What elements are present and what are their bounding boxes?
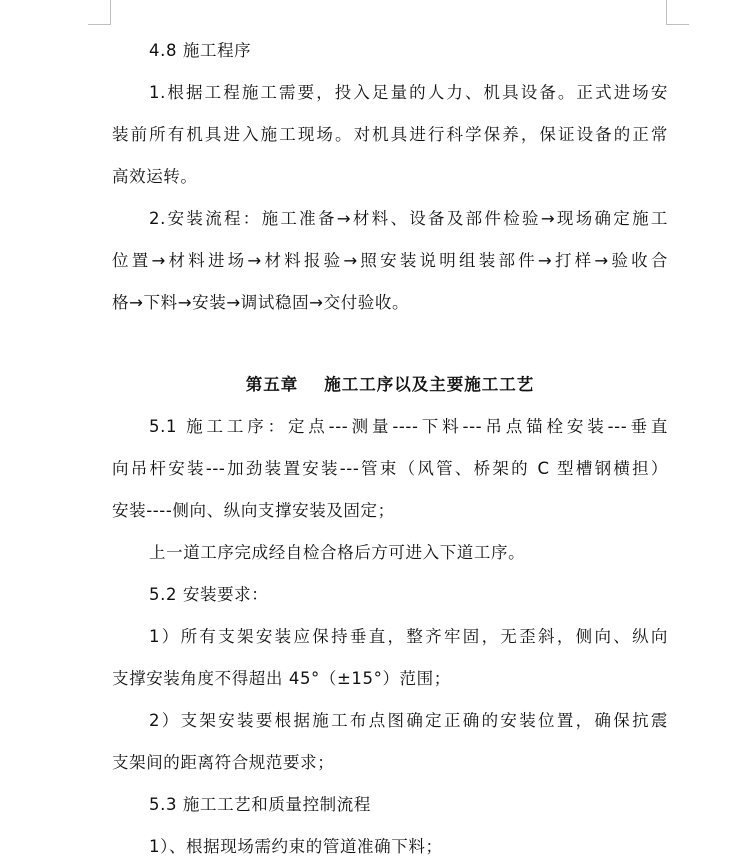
paragraph-line: 高效运转。	[112, 167, 198, 186]
paragraph-line: 5.1 施工工序：定点---测量----下料---吊点锚栓安装---垂直	[149, 417, 668, 436]
paragraph-line: 格→下料→安装→调试稳固→交付验收。	[112, 293, 410, 312]
paragraph-line: 2）支架安装要根据施工布点图确定正确的安装位置，确保抗震	[149, 711, 668, 730]
paragraph-gap	[112, 324, 668, 364]
paragraph-line: 上一道工序完成经自检合格后方可进入下道工序。	[149, 543, 526, 562]
paragraph-line: 支架间的距离符合规范要求；	[112, 753, 335, 772]
paragraph-line: 安装----侧向、纵向支撑安装及固定；	[112, 501, 395, 520]
crop-mark-top-left	[88, 0, 111, 25]
chapter-number: 第五章	[245, 375, 299, 394]
paragraph-line: 位置→材料进场→材料报验→照安装说明组装部件→打样→验收合	[112, 251, 668, 270]
paragraph-line: 1）、根据现场需约束的管道准确下料；	[149, 837, 443, 856]
paragraph-line: 1.根据工程施工需要，投入足量的人力、机具设备。正式进场安	[149, 83, 668, 102]
crop-mark-top-right	[666, 0, 689, 25]
paragraph-line: 1）所有支架安装应保持垂直，整齐牢固，无歪斜，侧向、纵向	[149, 627, 668, 646]
paragraph-line: 向吊杆安装---加劲装置安装---管束（风管、桥架的 C 型槽钢横担）	[112, 459, 668, 478]
section-heading-5-3: 5.3 施工工艺和质量控制流程	[149, 795, 371, 814]
paragraph-line: 装前所有机具进入施工现场。对机具进行科学保养，保证设备的正常	[112, 125, 668, 144]
paragraph-line: 支撑安装角度不得超出 45°（±15°）范围；	[112, 669, 451, 688]
chapter-title-text: 施工工序以及主要施工工艺	[324, 375, 535, 394]
section-heading-5-2: 5.2 安装要求：	[149, 585, 269, 604]
chapter-heading	[112, 364, 668, 406]
paragraph-line: 2.安装流程：施工准备→材料、设备及部件检验→现场确定施工	[149, 209, 668, 228]
document-body	[112, 30, 668, 868]
section-heading-4-8: 4.8 施工程序	[149, 41, 252, 60]
